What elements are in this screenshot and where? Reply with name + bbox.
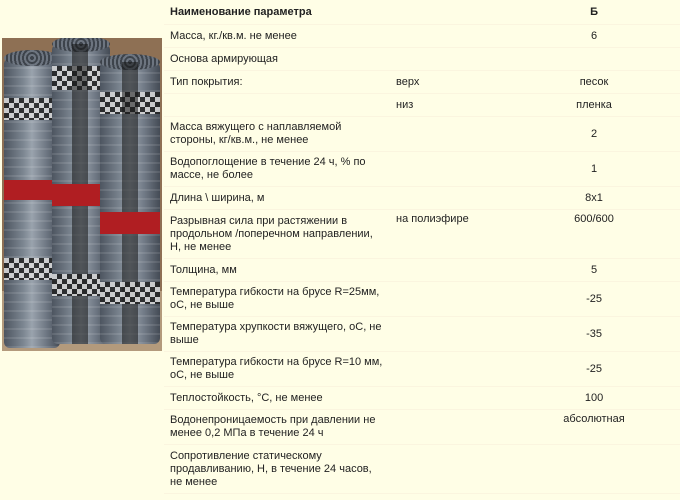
row-note <box>390 259 508 282</box>
row-value: 8х1 <box>508 187 680 210</box>
row-note <box>390 187 508 210</box>
row-value: 5 <box>508 259 680 282</box>
roll-right-checker-2 <box>100 282 160 304</box>
row-note: низ <box>390 94 508 117</box>
roll-right-band <box>100 212 160 234</box>
row-note: на полиэфире <box>390 210 508 259</box>
table-row <box>164 445 680 494</box>
product-photo <box>2 38 162 351</box>
row-value: 6 <box>508 25 680 48</box>
table-row <box>164 48 680 71</box>
row-note <box>390 317 508 352</box>
row-param: Температура хрупкости вяжущего, оС, не выше <box>164 317 390 352</box>
row-param: Водонепроницаемость при давлении не менее 0,2 МПа в течение 24 ч <box>164 410 390 445</box>
table-row <box>164 387 680 410</box>
table-header-row <box>164 0 680 25</box>
row-param: Температура гибкости на брусе R=25мм, оС, не выше <box>164 282 390 317</box>
table-row <box>164 187 680 210</box>
row-note <box>390 48 508 71</box>
header-value: Б <box>508 0 680 25</box>
row-note <box>390 352 508 387</box>
row-param: Длина \ ширина, м <box>164 187 390 210</box>
row-note <box>390 387 508 410</box>
row-value <box>508 48 680 71</box>
row-value <box>508 445 680 494</box>
row-param: Толщина, мм <box>164 259 390 282</box>
row-param: Основа армирующая <box>164 48 390 71</box>
row-value: 600/600 <box>508 210 680 259</box>
table-row <box>164 259 680 282</box>
row-param: Водопоглощение в течение 24 ч, % по массе, не более <box>164 152 390 187</box>
row-value: пленка <box>508 94 680 117</box>
row-param: Масса вяжущего с наплавляемой стороны, кг/кв.м., не менее <box>164 117 390 152</box>
row-note: верх <box>390 71 508 94</box>
row-param: Тип покрытия: <box>164 71 390 94</box>
row-value: -25 <box>508 282 680 317</box>
row-note <box>390 117 508 152</box>
table-row <box>164 71 680 94</box>
spec-table <box>164 0 680 494</box>
row-value: -25 <box>508 352 680 387</box>
row-value: песок <box>508 71 680 94</box>
table-row <box>164 152 680 187</box>
table-row <box>164 25 680 48</box>
table-row <box>164 352 680 387</box>
row-value: абсолютная <box>508 410 680 445</box>
row-value: 2 <box>508 117 680 152</box>
table-row <box>164 210 680 259</box>
row-value: 1 <box>508 152 680 187</box>
roll-right <box>100 62 160 344</box>
row-note <box>390 282 508 317</box>
row-value: 100 <box>508 387 680 410</box>
table-row <box>164 117 680 152</box>
table-row <box>164 94 680 117</box>
row-note <box>390 25 508 48</box>
row-note <box>390 152 508 187</box>
row-param: Теплостойкость, °С, не менее <box>164 387 390 410</box>
table-row <box>164 410 680 445</box>
table-row <box>164 282 680 317</box>
row-param <box>164 94 390 117</box>
row-param: Температура гибкости на брусе R=10 мм, оС, не выше <box>164 352 390 387</box>
row-param: Масса, кг./кв.м. не менее <box>164 25 390 48</box>
row-param: Сопротивление статическому продавливанию, Н, в течение 24 часов, не менее <box>164 445 390 494</box>
table-row <box>164 317 680 352</box>
row-note <box>390 445 508 494</box>
row-value: -35 <box>508 317 680 352</box>
row-note <box>390 410 508 445</box>
header-param: Наименование параметра <box>164 0 508 25</box>
row-param: Разрывная сила при растяжении в продольном /поперечном направлении, Н, не менее <box>164 210 390 259</box>
